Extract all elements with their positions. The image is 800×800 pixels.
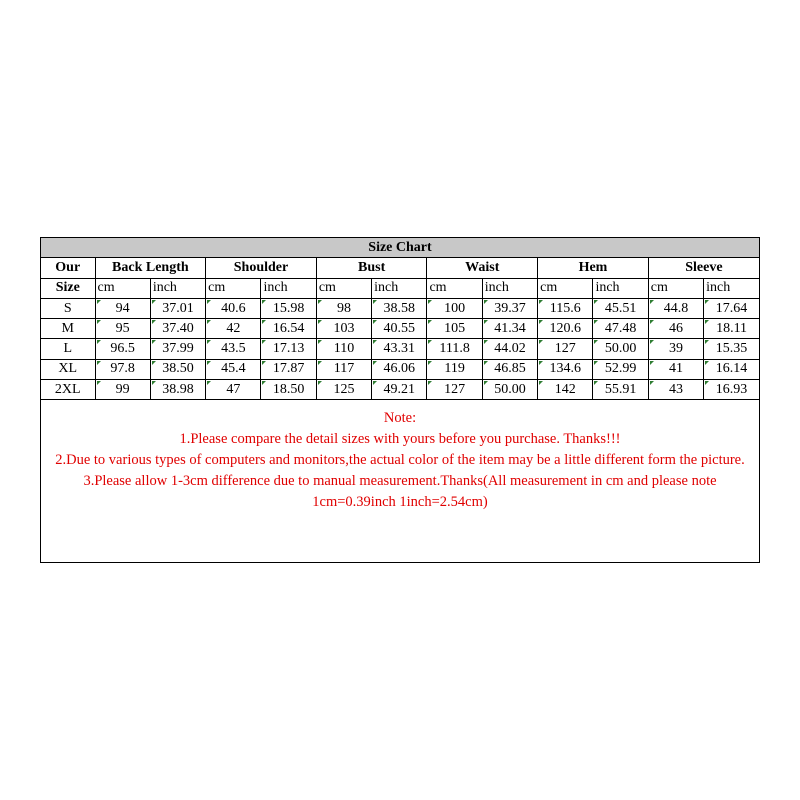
table-row [41, 319, 759, 339]
value-cell: 47 [206, 380, 261, 400]
value-cell: 18.11 [704, 319, 759, 339]
value-cell: 45.4 [206, 359, 261, 379]
value-cell: 39.37 [482, 298, 537, 318]
value-cell: 47.48 [593, 319, 648, 339]
our-label: Our [41, 258, 95, 278]
value-cell: 50.00 [482, 380, 537, 400]
value-cell: 100 [427, 298, 482, 318]
group-header: Back Length [95, 258, 206, 278]
value-cell: 17.64 [704, 298, 759, 318]
value-cell: 98 [316, 298, 371, 318]
unit-header-row [41, 278, 759, 298]
group-header: Hem [538, 258, 649, 278]
note-line-1: 1.Please compare the detail sizes with yours before you purchase. Thanks!!! [179, 431, 621, 448]
value-cell: 43 [648, 380, 703, 400]
group-header: Sleeve [648, 258, 759, 278]
value-cell: 46.85 [482, 359, 537, 379]
value-cell: 97.8 [95, 359, 150, 379]
value-cell: 44.02 [482, 339, 537, 359]
unit-header: inch [482, 278, 537, 298]
value-cell: 41 [648, 359, 703, 379]
value-cell: 40.55 [372, 319, 427, 339]
value-cell: 44.8 [648, 298, 703, 318]
value-cell: 43.31 [372, 339, 427, 359]
value-cell: 45.51 [593, 298, 648, 318]
size-cell: L [41, 339, 95, 359]
value-cell: 127 [538, 339, 593, 359]
value-cell: 55.91 [593, 380, 648, 400]
value-cell: 15.98 [261, 298, 316, 318]
value-cell: 37.99 [150, 339, 205, 359]
value-cell: 42 [206, 319, 261, 339]
size-label: Size [41, 278, 95, 298]
size-chart-table [41, 238, 759, 400]
group-header-row [41, 258, 759, 278]
value-cell: 40.6 [206, 298, 261, 318]
value-cell: 38.98 [150, 380, 205, 400]
table-row [41, 339, 759, 359]
value-cell: 16.93 [704, 380, 759, 400]
group-header: Bust [316, 258, 427, 278]
value-cell: 37.01 [150, 298, 205, 318]
value-cell: 125 [316, 380, 371, 400]
value-cell: 120.6 [538, 319, 593, 339]
table-row [41, 298, 759, 318]
value-cell: 37.40 [150, 319, 205, 339]
size-cell: 2XL [41, 380, 95, 400]
value-cell: 49.21 [372, 380, 427, 400]
value-cell: 111.8 [427, 339, 482, 359]
unit-header: cm [648, 278, 703, 298]
unit-header: inch [372, 278, 427, 298]
value-cell: 46 [648, 319, 703, 339]
value-cell: 15.35 [704, 339, 759, 359]
size-cell: M [41, 319, 95, 339]
value-cell: 103 [316, 319, 371, 339]
value-cell: 96.5 [95, 339, 150, 359]
value-cell: 117 [316, 359, 371, 379]
value-cell: 119 [427, 359, 482, 379]
value-cell: 38.58 [372, 298, 427, 318]
value-cell: 94 [95, 298, 150, 318]
value-cell: 127 [427, 380, 482, 400]
value-cell: 110 [316, 339, 371, 359]
value-cell: 99 [95, 380, 150, 400]
value-cell: 52.99 [593, 359, 648, 379]
unit-header: cm [206, 278, 261, 298]
group-header: Shoulder [206, 258, 317, 278]
value-cell: 95 [95, 319, 150, 339]
value-cell: 17.13 [261, 339, 316, 359]
unit-header: cm [427, 278, 482, 298]
title-row [41, 238, 759, 258]
value-cell: 43.5 [206, 339, 261, 359]
value-cell: 17.87 [261, 359, 316, 379]
unit-header: inch [150, 278, 205, 298]
notes-section [41, 400, 759, 513]
note-line-3: 3.Please allow 1-3cm difference due to manual measurement.Thanks(All measurement in cm and please note 1cm=0.39inch 1inch=2.54cm) [83, 473, 717, 511]
unit-header: inch [704, 278, 759, 298]
size-cell: S [41, 298, 95, 318]
unit-header: inch [261, 278, 316, 298]
note-heading: Note: [383, 410, 417, 427]
table-row [41, 359, 759, 379]
unit-header: cm [316, 278, 371, 298]
value-cell: 46.06 [372, 359, 427, 379]
value-cell: 115.6 [538, 298, 593, 318]
value-cell: 16.54 [261, 319, 316, 339]
value-cell: 16.14 [704, 359, 759, 379]
note-line-2: 2.Due to various types of computers and monitors,the actual color of the item may be a little different form the picture. [55, 452, 745, 469]
size-cell: XL [41, 359, 95, 379]
value-cell: 142 [538, 380, 593, 400]
chart-title: Size Chart [41, 238, 759, 258]
size-chart [40, 237, 760, 563]
unit-header: inch [593, 278, 648, 298]
unit-header: cm [538, 278, 593, 298]
value-cell: 50.00 [593, 339, 648, 359]
value-cell: 38.50 [150, 359, 205, 379]
value-cell: 41.34 [482, 319, 537, 339]
group-header: Waist [427, 258, 538, 278]
table-row [41, 380, 759, 400]
unit-header: cm [95, 278, 150, 298]
value-cell: 18.50 [261, 380, 316, 400]
value-cell: 105 [427, 319, 482, 339]
value-cell: 39 [648, 339, 703, 359]
value-cell: 134.6 [538, 359, 593, 379]
